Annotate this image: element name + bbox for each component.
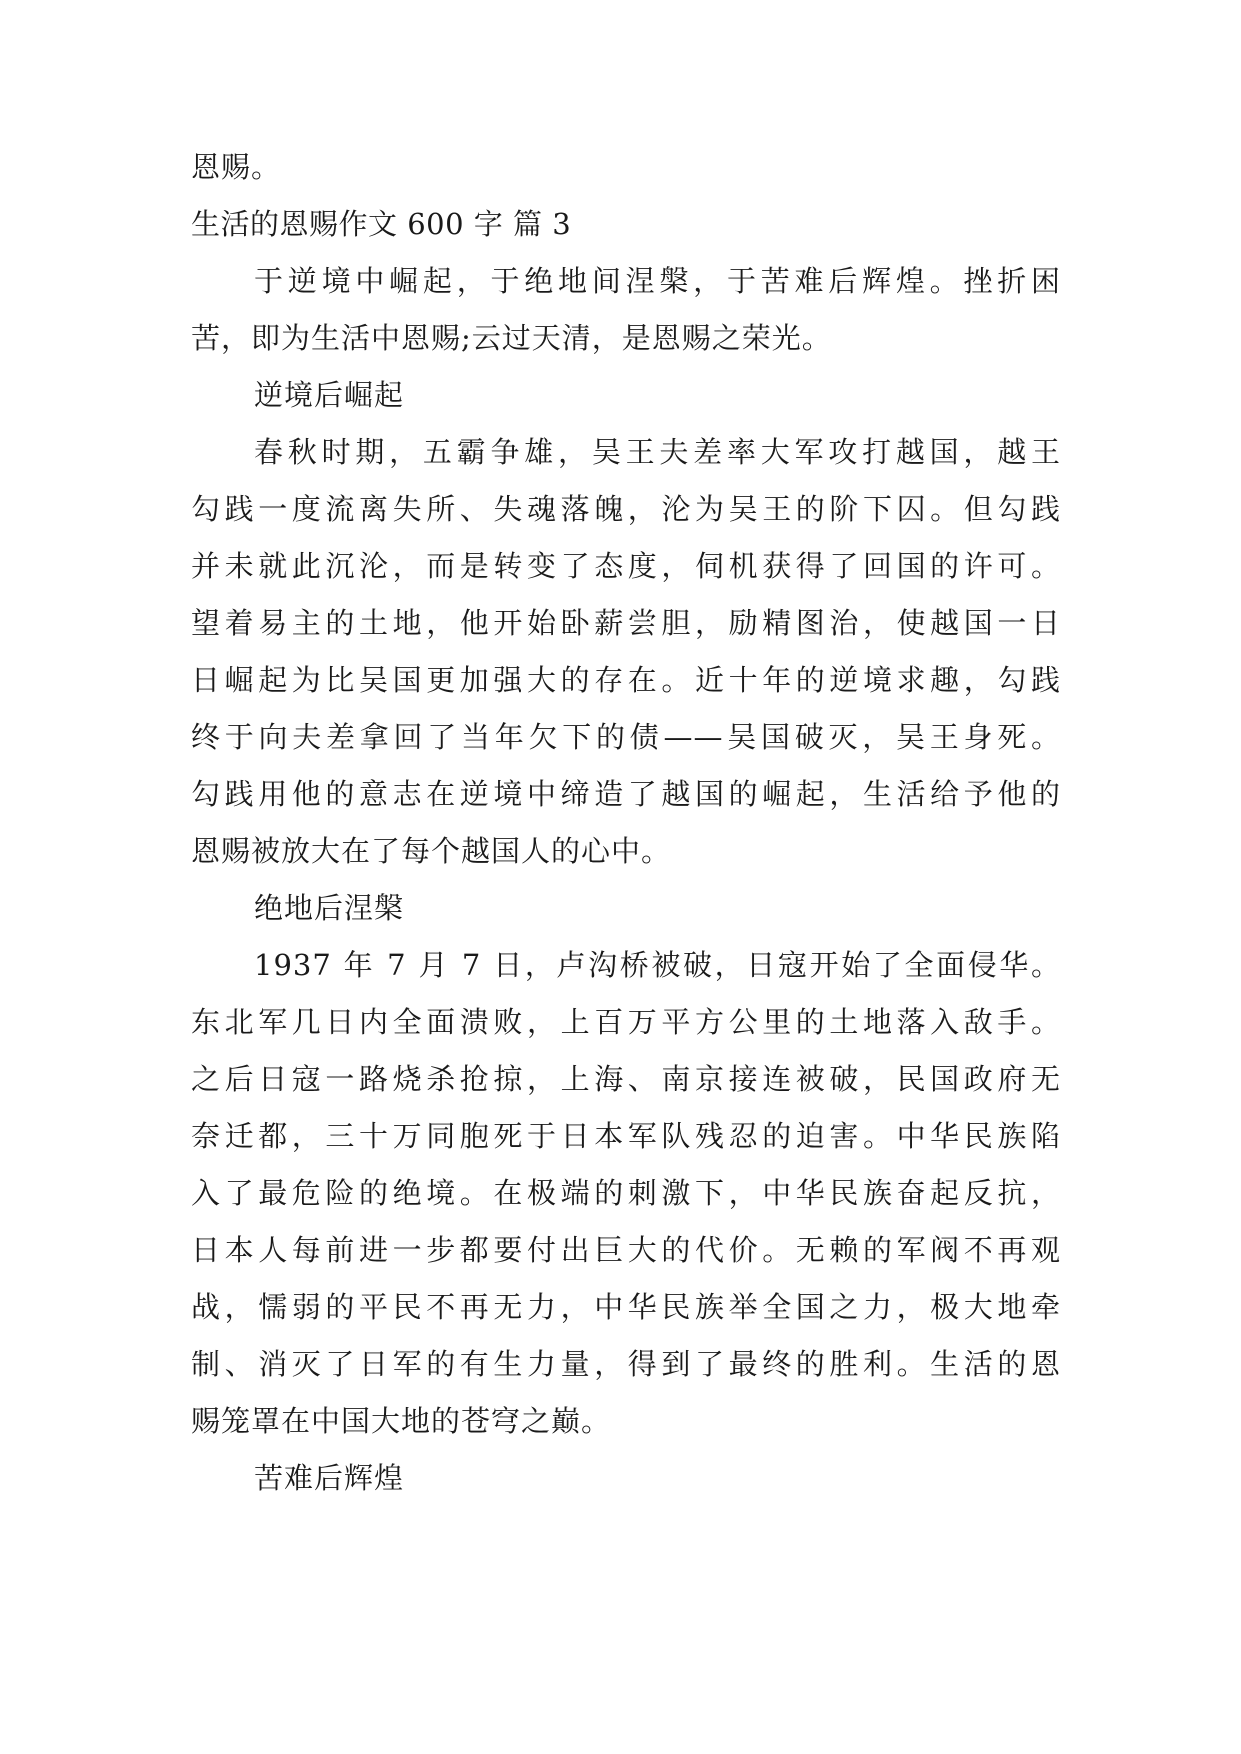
text-line: 恩赐被放大在了每个越国人的心中。 [191,834,672,868]
text-line: 东北军几日内全面溃败，上百万平方公里的土地落入敌手。 [191,1005,1061,1039]
text-line: 制、消灭了日军的有生力量，得到了最终的胜利。生活的恩 [191,1347,1061,1381]
text-line: 望着易主的土地，他开始卧薪尝胆，励精图治，使越国一日 [191,606,1061,640]
text-line: 入了最危险的绝境。在极端的刺激下，中华民族奋起反抗， [191,1176,1061,1210]
text-line: 并未就此沉沦，而是转变了态度，伺机获得了回国的许可。 [191,549,1061,583]
section-title: 生活的恩赐作文 600 字 篇 3 [191,207,572,241]
text-line: 战，懦弱的平民不再无力，中华民族举全国之力，极大地牵 [191,1290,1061,1324]
subheading: 绝地后涅槃 [254,891,405,925]
text-line: 1937 年 7 月 7 日，卢沟桥被破，日寇开始了全面侵华。 [254,948,1061,982]
text-line: 日本人每前进一步都要付出巨大的代价。无赖的军阀不再观 [191,1233,1061,1267]
subheading: 逆境后崛起 [254,378,405,412]
text-line: 苦，即为生活中恩赐;云过天清，是恩赐之荣光。 [191,321,832,355]
text-line: 奈迁都，三十万同胞死于日本军队残忍的迫害。中华民族陷 [191,1119,1061,1153]
text-line: 日崛起为比吴国更加强大的存在。近十年的逆境求趣，勾践 [191,663,1061,697]
subheading: 苦难后辉煌 [254,1461,405,1495]
text-line: 终于向夫差拿回了当年欠下的债——吴国破灭，吴王身死。 [191,720,1061,754]
text-line: 于逆境中崛起，于绝地间涅槃，于苦难后辉煌。挫折困 [254,264,1061,298]
text-line: 春秋时期，五霸争雄，吴王夫差率大军攻打越国，越王 [254,435,1061,469]
text-line: 赐笼罩在中国大地的苍穹之巅。 [191,1404,612,1438]
text-line: 勾践一度流离失所、失魂落魄，沦为吴王的阶下囚。但勾践 [191,492,1061,526]
text-line: 勾践用他的意志在逆境中缔造了越国的崛起，生活给予他的 [191,777,1061,811]
text-line: 恩赐。 [191,150,282,184]
text-line: 之后日寇一路烧杀抢掠，上海、南京接连被破，民国政府无 [191,1062,1061,1096]
